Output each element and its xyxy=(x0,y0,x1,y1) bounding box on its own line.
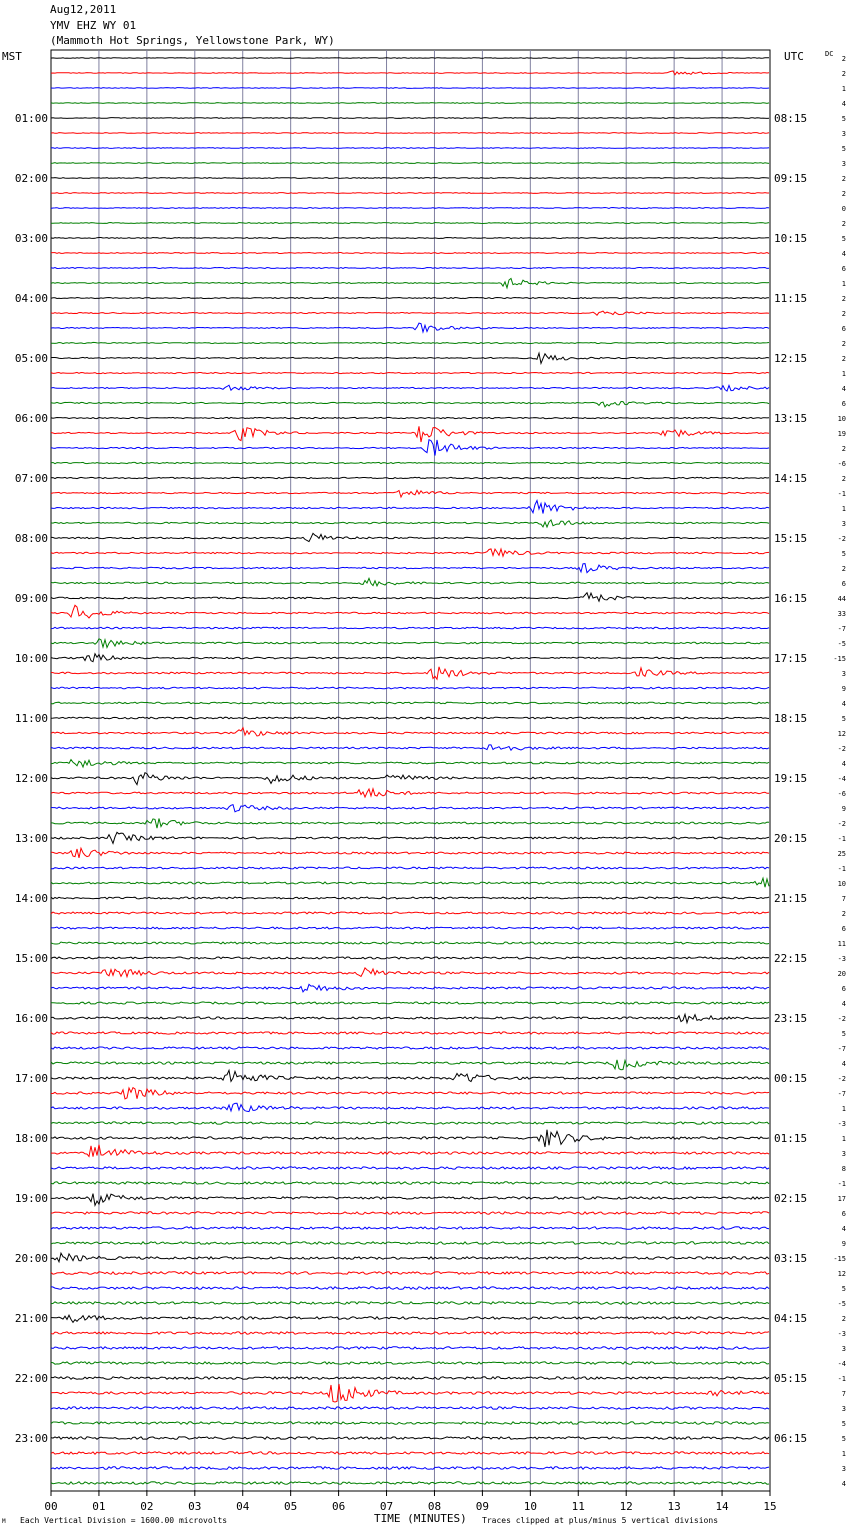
dc-offset-label: 4 xyxy=(841,1060,846,1068)
dc-offset-label: -1 xyxy=(837,1375,846,1383)
dc-offset-label: 1 xyxy=(841,1135,846,1143)
dc-offset-label: -2 xyxy=(837,1075,846,1083)
mst-hour-label: 11:00 xyxy=(14,712,48,725)
mst-hour-label: 20:00 xyxy=(14,1252,48,1265)
utc-hour-label: 10:15 xyxy=(774,232,808,245)
seismic-trace xyxy=(51,58,769,59)
dc-offset-label: -6 xyxy=(837,460,846,468)
utc-hour-label: 15:15 xyxy=(774,532,808,545)
right-timezone-label: UTC xyxy=(784,50,804,63)
x-tick-label: 13 xyxy=(667,1500,681,1513)
dc-offset-label: 10 xyxy=(837,880,846,888)
x-tick-label: 07 xyxy=(379,1500,394,1513)
station-location: (Mammoth Hot Springs, Yellowstone Park, WY) xyxy=(50,34,335,47)
mst-hour-label: 03:00 xyxy=(14,232,48,245)
seismic-trace xyxy=(51,942,769,944)
seismic-trace xyxy=(51,1362,769,1364)
dc-offset-label: -15 xyxy=(833,655,846,663)
dc-offset-label: 3 xyxy=(841,1345,846,1353)
dc-offset-label: 17 xyxy=(837,1195,846,1203)
dc-offset-label: 11 xyxy=(837,940,846,948)
seismic-trace xyxy=(51,1253,769,1262)
x-tick-label: 00 xyxy=(44,1500,58,1513)
dc-offset-label: 2 xyxy=(841,70,846,78)
dc-offset-label: 44 xyxy=(837,595,846,603)
seismic-trace xyxy=(51,927,769,929)
seismic-trace xyxy=(51,549,769,556)
dc-offset-label: 3 xyxy=(841,520,846,528)
seismic-trace xyxy=(51,1182,769,1184)
seismic-trace xyxy=(51,1272,769,1274)
dc-offset-label: 6 xyxy=(841,400,846,408)
dc-offset-label: -3 xyxy=(837,1120,846,1128)
seismic-trace xyxy=(51,402,769,407)
utc-hour-label: 14:15 xyxy=(774,472,808,485)
dc-offset-label: 9 xyxy=(841,685,846,693)
dc-offset-label: -7 xyxy=(837,1045,846,1053)
seismic-trace xyxy=(51,1332,769,1334)
dc-offset-label: 25 xyxy=(837,850,846,858)
seismic-trace xyxy=(51,1088,769,1099)
dc-offset-label: 3 xyxy=(841,1150,846,1158)
seismic-trace xyxy=(51,1047,769,1049)
dc-offset-label: 2 xyxy=(841,220,846,228)
trace-group xyxy=(51,58,769,1485)
utc-hour-label: 13:15 xyxy=(774,412,808,425)
seismic-trace xyxy=(51,1437,769,1439)
x-tick-label: 02 xyxy=(140,1500,154,1513)
x-tick-label: 11 xyxy=(571,1500,585,1513)
dc-offset-label: 5 xyxy=(841,1285,846,1293)
seismic-trace xyxy=(51,118,769,119)
mst-hour-label: 05:00 xyxy=(14,352,48,365)
seismic-trace xyxy=(51,1167,769,1169)
seismic-trace xyxy=(51,253,769,254)
seismic-trace xyxy=(51,208,769,209)
dc-offset-label: 9 xyxy=(841,805,846,813)
mst-hour-label: 15:00 xyxy=(14,952,48,965)
utc-hour-label: 16:15 xyxy=(774,592,808,605)
dc-offset-label: -6 xyxy=(837,790,846,798)
dc-offset-label: 2 xyxy=(841,1315,846,1323)
seismic-trace xyxy=(51,1384,769,1402)
seismic-trace xyxy=(51,353,769,363)
mst-hour-label: 06:00 xyxy=(14,412,48,425)
dc-offset-label: 12 xyxy=(837,1270,846,1278)
seismic-trace xyxy=(51,223,769,224)
seismic-trace xyxy=(51,1194,769,1206)
utc-hour-label: 08:15 xyxy=(774,112,808,125)
left-timezone-label: MST xyxy=(2,50,22,63)
seismic-trace xyxy=(51,426,769,442)
corner-mark: M xyxy=(2,1518,6,1525)
clip-note: Traces clipped at plus/minus 5 vertical divisions xyxy=(482,1516,719,1525)
utc-hour-label: 20:15 xyxy=(774,832,808,845)
dc-offset-label: 1 xyxy=(841,1105,846,1113)
seismic-trace xyxy=(51,912,769,914)
dc-offset-label: -3 xyxy=(837,1330,846,1338)
seismic-trace xyxy=(51,745,769,750)
dc-offset-label: 6 xyxy=(841,325,846,333)
seismic-trace xyxy=(51,1145,769,1157)
scale-note: Each Vertical Division = 1600.00 microvolts xyxy=(20,1516,228,1525)
utc-hour-label: 17:15 xyxy=(774,652,808,665)
seismic-trace xyxy=(51,372,769,373)
dc-offset-label: -2 xyxy=(837,1015,846,1023)
dc-offset-label: 4 xyxy=(841,1000,846,1008)
dc-offset-label: 3 xyxy=(841,160,846,168)
seismic-trace xyxy=(51,867,769,869)
utc-hour-label: 04:15 xyxy=(774,1312,808,1325)
dc-offset-label: 5 xyxy=(841,115,846,123)
axis-labels xyxy=(15,55,846,1513)
dc-offset-label: -2 xyxy=(837,820,846,828)
seismic-trace xyxy=(51,1070,769,1081)
dc-offset-label: 2 xyxy=(841,55,846,63)
dc-offset-label: 9 xyxy=(841,1240,846,1248)
seismic-trace xyxy=(51,819,769,829)
seismic-trace xyxy=(51,957,769,959)
utc-hour-label: 05:15 xyxy=(774,1372,808,1385)
dc-offset-label: -2 xyxy=(837,535,846,543)
dc-offset-label: 1 xyxy=(841,370,846,378)
seismic-trace xyxy=(51,148,769,149)
utc-hour-label: 12:15 xyxy=(774,352,808,365)
mst-hour-label: 19:00 xyxy=(14,1192,48,1205)
seismic-trace xyxy=(51,88,769,89)
dc-offset-label: 2 xyxy=(841,295,846,303)
seismic-trace xyxy=(51,667,769,679)
seismic-trace xyxy=(51,501,769,514)
utc-hour-label: 23:15 xyxy=(774,1012,808,1025)
seismic-trace xyxy=(51,462,769,463)
station-id: YMV EHZ WY 01 xyxy=(50,19,137,32)
mst-hour-label: 07:00 xyxy=(14,472,48,485)
dc-offset-label: 1 xyxy=(841,85,846,93)
utc-hour-label: 00:15 xyxy=(774,1072,808,1085)
plot-grid xyxy=(51,50,770,1496)
mst-hour-label: 18:00 xyxy=(14,1132,48,1145)
mst-hour-label: 01:00 xyxy=(14,112,48,125)
dc-offset-label: 3 xyxy=(841,1405,846,1413)
dc-offset-label: -4 xyxy=(837,1360,846,1368)
dc-offset-label: 8 xyxy=(841,1165,846,1173)
x-tick-label: 15 xyxy=(763,1500,777,1513)
dc-offset-label: 2 xyxy=(841,190,846,198)
dc-offset-label: 5 xyxy=(841,550,846,558)
seismic-trace xyxy=(51,238,769,239)
seismic-trace xyxy=(51,1377,769,1379)
x-tick-label: 01 xyxy=(92,1500,106,1513)
seismic-trace xyxy=(51,1242,769,1244)
mst-hour-label: 21:00 xyxy=(14,1312,48,1325)
utc-hour-label: 22:15 xyxy=(774,952,808,965)
seismic-trace xyxy=(51,687,769,689)
seismic-trace xyxy=(51,1467,769,1469)
seismic-trace xyxy=(51,1060,769,1070)
dc-offset-label: -2 xyxy=(837,745,846,753)
seismic-trace xyxy=(51,1407,769,1409)
utc-hour-label: 03:15 xyxy=(774,1252,808,1265)
dc-offset-label: 6 xyxy=(841,265,846,273)
seismic-trace xyxy=(51,639,769,648)
seismic-trace xyxy=(51,1103,769,1111)
dc-offset-label: 6 xyxy=(841,580,846,588)
mst-hour-label: 02:00 xyxy=(14,172,48,185)
dc-offset-label: 7 xyxy=(841,1390,846,1398)
dc-offset-label: 7 xyxy=(841,895,846,903)
dc-offset-label: 1 xyxy=(841,505,846,513)
dc-offset-label: 2 xyxy=(841,565,846,573)
dc-offset-label: 4 xyxy=(841,100,846,108)
seismic-trace xyxy=(51,1302,769,1304)
mst-hour-label: 09:00 xyxy=(14,592,48,605)
seismic-trace xyxy=(51,968,769,977)
seismic-trace xyxy=(51,728,769,736)
seismic-trace xyxy=(51,760,769,767)
seismic-trace xyxy=(51,103,769,104)
dc-offset-label: 19 xyxy=(837,430,846,438)
x-tick-label: 06 xyxy=(331,1500,346,1513)
seismic-trace xyxy=(51,268,769,269)
seismic-trace xyxy=(51,1482,769,1484)
dc-offset-label: -7 xyxy=(837,625,846,633)
utc-hour-label: 02:15 xyxy=(774,1192,808,1205)
seismic-trace xyxy=(51,1014,769,1022)
seismic-trace xyxy=(51,1452,769,1454)
seismic-trace xyxy=(51,520,769,527)
seismic-trace xyxy=(51,298,769,299)
dc-offset-label: -4 xyxy=(837,775,846,783)
dc-offset-label: 1 xyxy=(841,280,846,288)
seismic-trace xyxy=(51,1287,769,1289)
seismic-trace xyxy=(51,311,769,315)
seismic-trace xyxy=(51,605,769,618)
dc-offset-label: -5 xyxy=(837,1300,846,1308)
dc-offset-label: 3 xyxy=(841,670,846,678)
seismic-trace xyxy=(51,805,769,812)
x-axis-title: TIME (MINUTES) xyxy=(374,1512,467,1525)
x-tick-label: 12 xyxy=(619,1500,633,1513)
dc-offset-label: 2 xyxy=(841,340,846,348)
utc-hour-label: 18:15 xyxy=(774,712,808,725)
dc-offset-label: -5 xyxy=(837,640,846,648)
dc-offset-label: 2 xyxy=(841,355,846,363)
seismic-trace xyxy=(51,654,769,662)
seismic-trace xyxy=(51,564,769,573)
x-tick-label: 09 xyxy=(475,1500,490,1513)
seismic-trace xyxy=(51,71,769,75)
seismic-trace xyxy=(51,440,769,456)
seismic-trace xyxy=(51,133,769,134)
mst-hour-label: 12:00 xyxy=(14,772,48,785)
seismic-trace xyxy=(51,1315,769,1322)
seismic-trace xyxy=(51,477,769,478)
seismic-trace xyxy=(51,279,769,288)
dc-offset-label: -1 xyxy=(837,835,846,843)
utc-hour-label: 01:15 xyxy=(774,1132,808,1145)
dc-offset-label: 4 xyxy=(841,760,846,768)
dc-offset-label: 4 xyxy=(841,1480,846,1488)
seismic-trace xyxy=(51,1347,769,1349)
seismic-trace xyxy=(51,878,769,887)
dc-offset-label: 10 xyxy=(837,415,846,423)
dc-offset-label: 6 xyxy=(841,925,846,933)
dc-offset-label: 20 xyxy=(837,970,846,978)
mst-hour-label: 04:00 xyxy=(14,292,48,305)
seismic-trace xyxy=(51,717,769,719)
seismic-trace xyxy=(51,163,769,164)
dc-offset-label: -1 xyxy=(837,1180,846,1188)
mst-hour-label: 16:00 xyxy=(14,1012,48,1025)
seismic-trace xyxy=(51,490,769,497)
dc-offset-label: 2 xyxy=(841,445,846,453)
seismic-trace xyxy=(51,385,769,391)
mst-hour-label: 23:00 xyxy=(14,1432,48,1445)
dc-offset-label: 2 xyxy=(841,475,846,483)
seismic-trace xyxy=(51,1227,769,1229)
dc-offset-label: 1 xyxy=(841,1450,846,1458)
x-tick-label: 14 xyxy=(715,1500,729,1513)
x-tick-label: 08 xyxy=(427,1500,442,1513)
seismic-trace xyxy=(51,178,769,179)
dc-offset-label: 5 xyxy=(841,145,846,153)
x-tick-label: 10 xyxy=(523,1500,537,1513)
utc-hour-label: 19:15 xyxy=(774,772,808,785)
dc-offset-label: 0 xyxy=(841,205,846,213)
seismic-trace xyxy=(51,773,769,785)
dc-offset-label: 2 xyxy=(841,910,846,918)
seismic-trace xyxy=(51,789,769,797)
dc-offset-label: 6 xyxy=(841,985,846,993)
seismic-trace xyxy=(51,848,769,858)
seismic-trace xyxy=(51,1002,769,1004)
dc-offset-label: 5 xyxy=(841,1435,846,1443)
dc-offset-label: 2 xyxy=(841,175,846,183)
seismic-trace xyxy=(51,342,769,343)
mst-hour-label: 17:00 xyxy=(14,1072,48,1085)
dc-label: DC xyxy=(825,50,834,58)
seismic-trace xyxy=(51,1122,769,1124)
seismic-trace xyxy=(51,1212,769,1214)
plot-frame xyxy=(51,50,770,1491)
dc-offset-label: 5 xyxy=(841,235,846,243)
plot-date: Aug12,2011 xyxy=(50,3,117,16)
seismic-trace xyxy=(51,593,769,602)
seismic-trace xyxy=(51,1130,769,1147)
dc-offset-label: 33 xyxy=(837,610,846,618)
dc-offset-label: 3 xyxy=(841,130,846,138)
seismic-trace xyxy=(51,1032,769,1034)
seismic-trace xyxy=(51,193,769,194)
dc-offset-label: 12 xyxy=(837,730,846,738)
seismic-trace xyxy=(51,627,769,629)
utc-hour-label: 06:15 xyxy=(774,1432,808,1445)
dc-offset-label: -7 xyxy=(837,1090,846,1098)
dc-offset-label: 3 xyxy=(841,1465,846,1473)
seismic-trace xyxy=(51,578,769,586)
dc-offset-label: 6 xyxy=(841,1210,846,1218)
dc-offset-label: -1 xyxy=(837,490,846,498)
dc-offset-label: 5 xyxy=(841,715,846,723)
dc-offset-label: 4 xyxy=(841,250,846,258)
dc-offset-label: 4 xyxy=(841,700,846,708)
mst-hour-label: 14:00 xyxy=(14,892,48,905)
dc-offset-label: -3 xyxy=(837,955,846,963)
dc-offset-label: 4 xyxy=(841,385,846,393)
seismic-trace xyxy=(51,323,769,332)
seismic-trace xyxy=(51,832,769,843)
mst-hour-label: 22:00 xyxy=(14,1372,48,1385)
mst-hour-label: 08:00 xyxy=(14,532,48,545)
dc-offset-label: 5 xyxy=(841,1420,846,1428)
utc-hour-label: 09:15 xyxy=(774,172,808,185)
dc-offset-label: -1 xyxy=(837,865,846,873)
x-tick-label: 05 xyxy=(284,1500,298,1513)
utc-hour-label: 11:15 xyxy=(774,292,808,305)
x-tick-label: 03 xyxy=(188,1500,202,1513)
dc-offset-label: 2 xyxy=(841,310,846,318)
dc-offset-label: 5 xyxy=(841,1030,846,1038)
mst-hour-label: 10:00 xyxy=(14,652,48,665)
mst-hour-label: 13:00 xyxy=(14,832,48,845)
dc-offset-label: 4 xyxy=(841,1225,846,1233)
seismic-trace xyxy=(51,533,769,541)
seismic-trace xyxy=(51,702,769,704)
x-tick-label: 04 xyxy=(236,1500,250,1513)
dc-offset-label: -15 xyxy=(833,1255,846,1263)
seismic-trace xyxy=(51,984,769,992)
seismic-trace xyxy=(51,417,769,418)
utc-hour-label: 21:15 xyxy=(774,892,808,905)
seismic-trace xyxy=(51,897,769,899)
seismic-trace xyxy=(51,1422,769,1424)
